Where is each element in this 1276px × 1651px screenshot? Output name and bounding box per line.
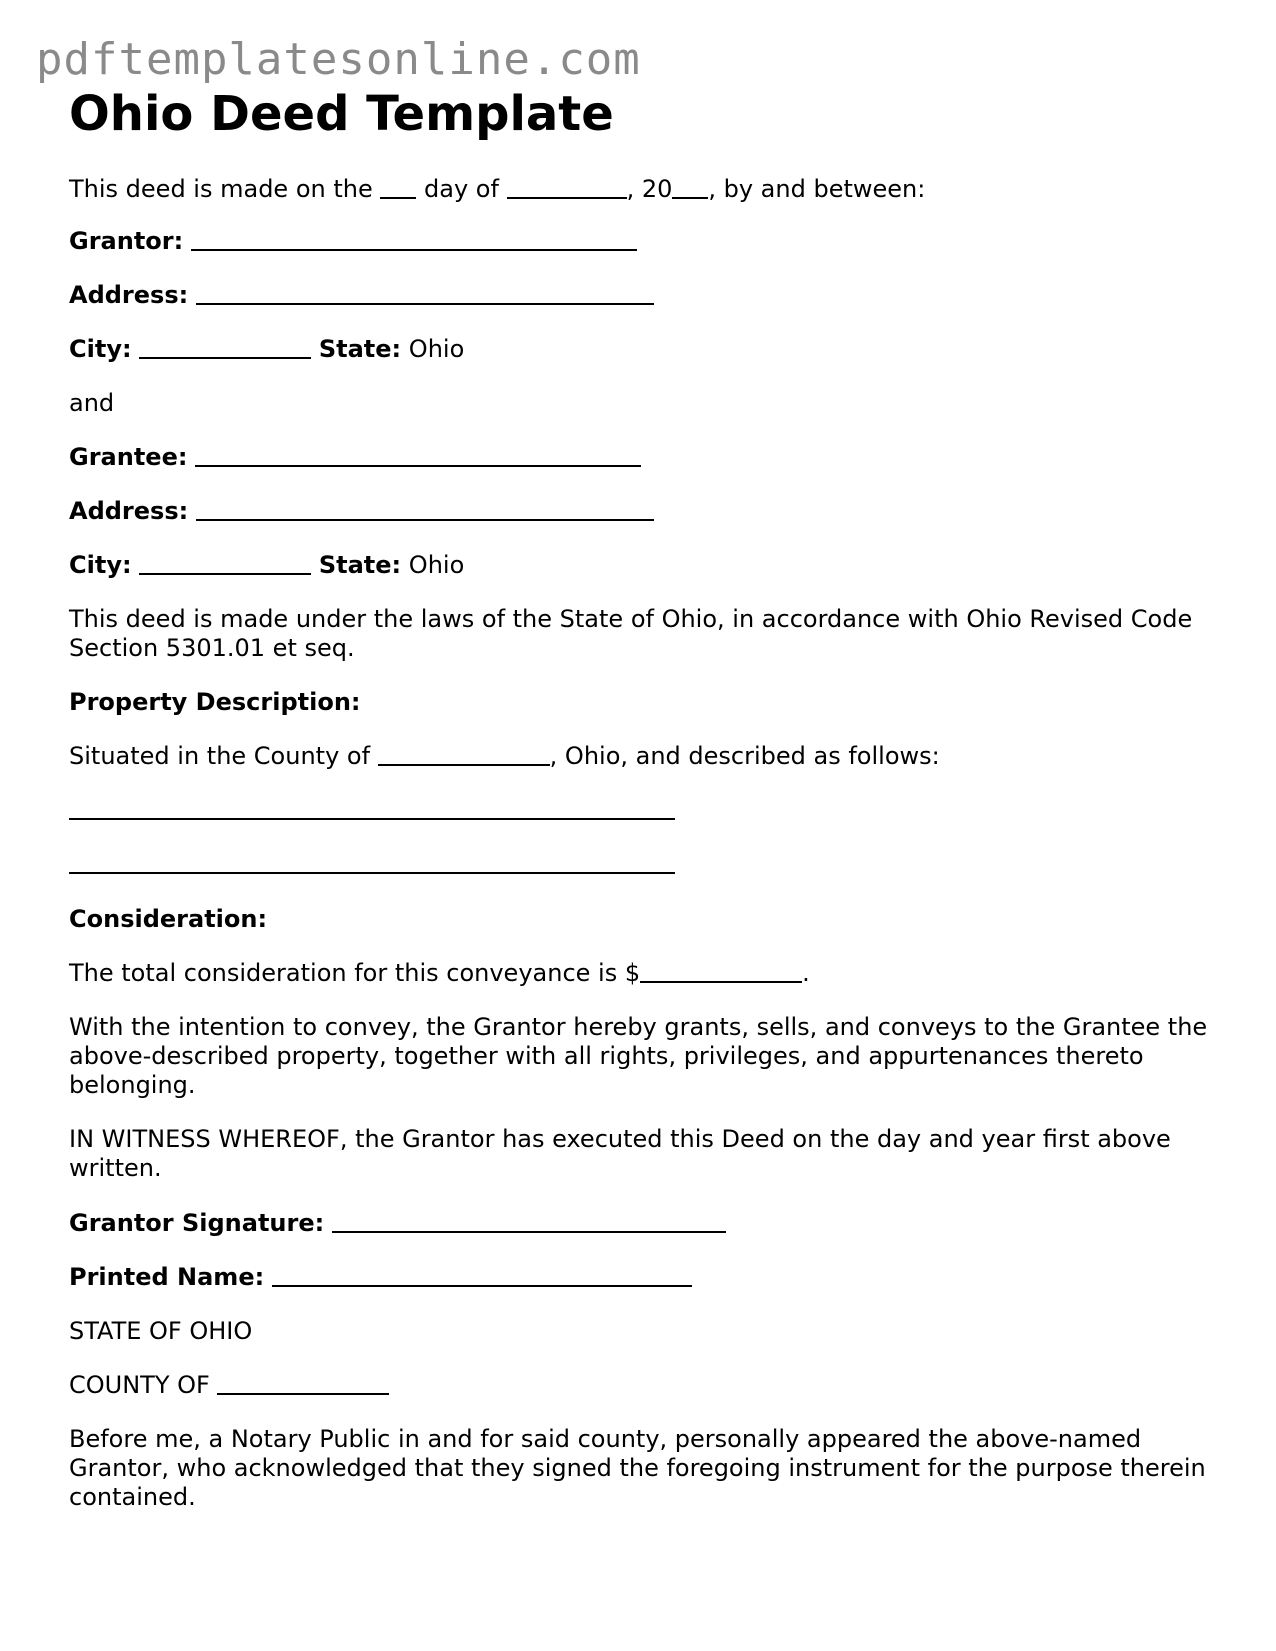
- consideration-prefix: The total consideration for this conveyance is $: [69, 959, 641, 987]
- county-suffix: , Ohio, and described as follows:: [549, 742, 940, 770]
- year-blank[interactable]: [672, 177, 708, 199]
- grantor-city-blank[interactable]: [139, 337, 311, 359]
- month-blank[interactable]: [507, 177, 627, 199]
- intro-line: [69, 175, 925, 204]
- property-heading: Property Description:: [69, 688, 361, 716]
- grantee-line: [69, 443, 641, 472]
- grantee-city-blank[interactable]: [139, 553, 311, 575]
- intro-text-2: day of: [424, 175, 499, 203]
- intro-text-1: This deed is made on the: [69, 175, 373, 203]
- and-text: and: [69, 389, 115, 417]
- grantee-address-blank[interactable]: [196, 499, 654, 521]
- property-county-blank[interactable]: [378, 744, 550, 766]
- property-description-line-1: [69, 796, 675, 825]
- grantee-city-label: City:: [69, 551, 132, 579]
- grantor-blank[interactable]: [191, 229, 637, 251]
- printed-name-blank[interactable]: [272, 1265, 692, 1287]
- day-blank[interactable]: [380, 177, 416, 199]
- county-prefix: Situated in the County of: [69, 742, 371, 770]
- grantee-address-line: [69, 497, 654, 526]
- notary-county-line: [69, 1371, 389, 1400]
- printed-name-label: Printed Name:: [69, 1263, 265, 1291]
- grantor-address-blank[interactable]: [196, 283, 654, 305]
- grantor-line: [69, 227, 637, 256]
- grantor-label: Grantor:: [69, 227, 184, 255]
- consideration-heading: Consideration:: [69, 905, 268, 933]
- consideration-line: [69, 959, 810, 988]
- grantee-address-label: Address:: [69, 497, 189, 525]
- property-description-blank-2[interactable]: [69, 852, 675, 874]
- law-text: This deed is made under the laws of the State of Ohio, in accordance with Ohio Revised Code Section 5301.01 et seq.: [69, 605, 1193, 662]
- grantor-city-label: City:: [69, 335, 132, 363]
- county-line: [69, 742, 940, 771]
- property-description-blank-1[interactable]: [69, 798, 675, 820]
- conveyance-text: With the intention to convey, the Grantor hereby grants, sells, and conveys to the Grantee the above-described property, together with all rights, privileges, and appurtenances thereto belonging.: [69, 1013, 1208, 1099]
- intro-text-4: , by and between:: [708, 175, 926, 203]
- page-title: Ohio Deed Template: [69, 86, 614, 142]
- grantee-blank[interactable]: [195, 445, 641, 467]
- property-description-line-2: [69, 850, 675, 879]
- consideration-suffix: .: [802, 959, 810, 987]
- watermark: pdftemplatesonline.com: [36, 34, 641, 85]
- printed-name-line: [69, 1263, 692, 1292]
- notary-text: Before me, a Notary Public in and for said county, personally appeared the above-named Grantor, who acknowledged that they signed the foregoing instrument for the purpose therein contained.: [69, 1425, 1206, 1511]
- notary-county-blank[interactable]: [217, 1373, 389, 1395]
- grantee-label: Grantee:: [69, 443, 188, 471]
- grantee-city-line: [69, 551, 464, 580]
- intro-text-3: , 20: [626, 175, 673, 203]
- notary-state-line: STATE OF OHIO: [69, 1317, 253, 1345]
- grantor-state-value: Ohio: [408, 335, 465, 363]
- grantee-state-value: Ohio: [408, 551, 465, 579]
- grantor-address-label: Address:: [69, 281, 189, 309]
- grantee-state-label: State:: [318, 551, 402, 579]
- notary-county-label: COUNTY OF: [69, 1371, 210, 1399]
- grantor-signature-line: [69, 1209, 726, 1238]
- grantor-signature-label: Grantor Signature:: [69, 1209, 325, 1237]
- grantor-address-line: [69, 281, 654, 310]
- consideration-amount-blank[interactable]: [640, 961, 802, 983]
- grantor-state-label: State:: [318, 335, 402, 363]
- grantor-city-line: [69, 335, 464, 364]
- grantor-signature-blank[interactable]: [332, 1211, 726, 1233]
- witness-text: IN WITNESS WHEREOF, the Grantor has executed this Deed on the day and year first above written.: [69, 1125, 1171, 1182]
